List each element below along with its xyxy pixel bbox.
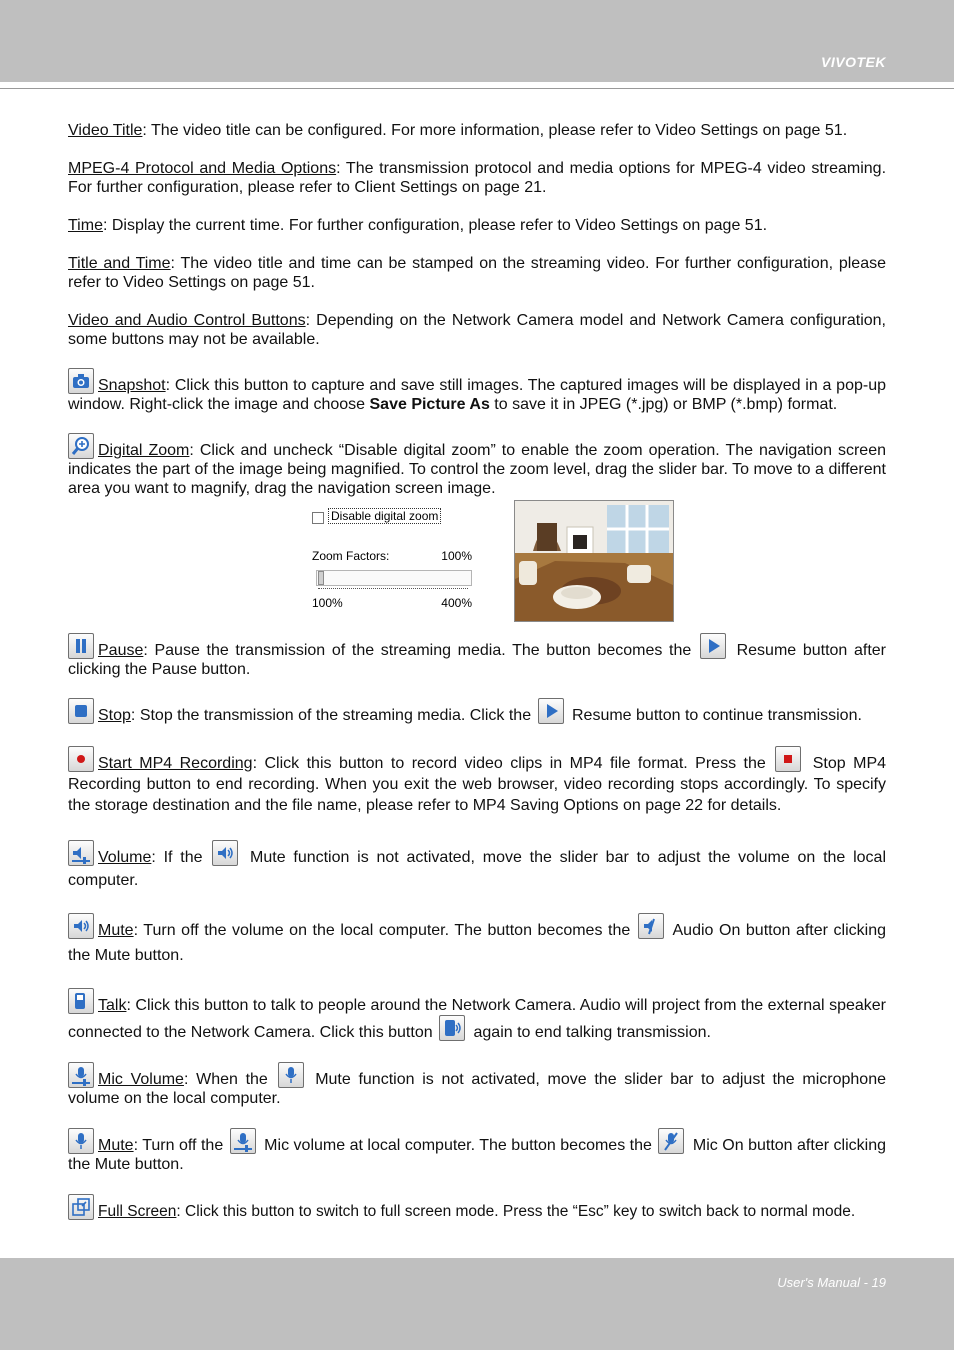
desc-talk-a: : Click this button to talk to people around the Network Camera. Audio will project from the external speaker connected to the Network Camera. Click this button [68, 997, 886, 1041]
desc-control-buttons: : Depending on the Network Camera model and Network Camera configuration, some buttons may not be available. [68, 312, 887, 348]
desc-stop-a: : Stop the transmission of the streaming media. Click the [130, 707, 536, 724]
talk-icon [68, 988, 94, 1014]
desc-digital-zoom: : Click and uncheck “Disable digital zoom” to enable the zoom operation. The navigation screen indicates the part of the image being magnified. To control the zoom level, drag the slider bar. To move to a different area you want to magnify, drag the navigation screen image. [68, 442, 886, 497]
page-header [0, 0, 954, 82]
item-mp4-recording [68, 746, 886, 816]
item-full-screen [68, 1194, 886, 1221]
desc-video-title: : The video title can be configured. For more information, please refer to Video Settings on page 51. [142, 122, 848, 139]
camera-icon [68, 368, 94, 394]
term-video-title: Video Title [68, 122, 143, 139]
item-volume [68, 840, 886, 892]
mic-slider-icon [230, 1128, 256, 1154]
term-stop: Stop [98, 707, 131, 724]
stop-icon [68, 698, 94, 724]
term-title-and-time: Title and Time [68, 255, 171, 272]
zoom-control-panel [312, 506, 482, 616]
play-icon [700, 633, 726, 659]
item-digital-zoom [68, 433, 886, 498]
desc-time: : Display the current time. For further configuration, please refer to Video Settings on page 51. [102, 217, 768, 234]
item-talk [68, 988, 886, 1042]
brand-name: VIVOTEK [821, 54, 886, 70]
term-pause: Pause [98, 642, 144, 659]
term-mpeg4-options: MPEG-4 Protocol and Media Options [68, 160, 337, 177]
desc-snapshot-b: to save it in JPEG (*.jpg) or BMP (*.bmp) format. [489, 396, 838, 413]
term-snapshot: Snapshot [98, 377, 166, 394]
page-content [68, 121, 886, 1221]
fullscreen-icon [68, 1194, 94, 1220]
zoom-slider-max: 400% [441, 596, 472, 610]
desc-volume-a: : If the [151, 849, 211, 866]
zoom-factors-value: 100% [441, 549, 472, 563]
stop-record-icon [775, 746, 801, 772]
navigation-screen-image[interactable] [514, 500, 674, 622]
desc-mp4-recording-b: Stop MP4 Recording button to end recording. When you exit the web browser, video recording stops accordingly. To specify the storage destination and the file name, please refer to MP4 Saving Options on page 22 for details. [68, 755, 887, 814]
desc-snapshot-a: : Click this button to capture and save still images. The captured images will be displayed in a pop-up window. Right-click the image and choose [68, 377, 886, 413]
page-number: User's Manual - 19 [777, 1275, 886, 1290]
desc-mic-mute-b: Mic volume at local computer. The button becomes the [259, 1137, 657, 1154]
mic-slider-icon [68, 1062, 94, 1088]
disable-zoom-label: Disable digital zoom [328, 508, 441, 524]
desc-mic-volume-a: : When the [183, 1071, 276, 1088]
zoom-factors-label: Zoom Factors: [312, 549, 390, 563]
living-room-photo [515, 501, 673, 621]
volume-slider-icon [68, 840, 94, 866]
disable-zoom-checkbox[interactable] [312, 512, 324, 524]
item-mute [68, 913, 886, 968]
desc-mpeg4-options: : The transmission protocol and media options for MPEG-4 video streaming. For further configuration, please refer to Client Settings on page 21. [68, 160, 887, 196]
desc-pause-a: : Pause the transmission of the streaming media. The button becomes the [143, 642, 698, 659]
talk-active-icon [439, 1015, 465, 1041]
speaker-muted-icon [638, 913, 664, 939]
desc-mic-mute-c: Mic On button after clicking the Mute button. [68, 1137, 886, 1173]
zoom-slider-ticks [318, 588, 468, 589]
desc-mute-b: Audio On button after clicking the Mute button. [68, 922, 886, 964]
desc-mute-a: : Turn off the volume on the local computer. The button becomes the [133, 922, 636, 939]
desc-pause-b: Resume button after clicking the Pause button. [68, 642, 886, 678]
page-footer [0, 1258, 954, 1350]
term-control-buttons: Video and Audio Control Buttons [68, 312, 306, 329]
zoom-slider[interactable] [316, 570, 472, 586]
term-mic-volume: Mic Volume [98, 1071, 184, 1088]
desc-mp4-recording-a: : Click this button to record video clips in MP4 file format. Press the [252, 755, 774, 772]
item-mic-mute [68, 1128, 886, 1174]
item-video-title [68, 121, 886, 140]
term-time: Time [68, 217, 103, 234]
microphone-icon [68, 1128, 94, 1154]
term-mute: Mute [98, 922, 134, 939]
speaker-icon [68, 913, 94, 939]
term-mp4-recording: Start MP4 Recording [98, 755, 253, 772]
desc-stop-b: Resume button to continue transmission. [567, 707, 862, 724]
term-volume: Volume [98, 849, 152, 866]
pause-icon [68, 633, 94, 659]
desc-full-screen: : Click this button to switch to full screen mode. Press the “Esc” key to switch back to normal mode. [176, 1203, 856, 1220]
zoom-slider-min: 100% [312, 596, 343, 610]
item-title-and-time [68, 254, 886, 292]
item-control-buttons [68, 311, 886, 349]
term-digital-zoom: Digital Zoom [98, 442, 190, 459]
item-pause [68, 633, 886, 679]
term-talk: Talk [98, 997, 127, 1014]
desc-mic-mute-a: : Turn off the [133, 1137, 228, 1154]
zoom-slider-thumb[interactable] [318, 571, 324, 585]
desc-title-and-time: : The video title and time can be stamped on the streaming video. For further configuration, please refer to Video Settings on page 51. [68, 255, 887, 291]
zoom-icon [68, 433, 94, 459]
speaker-icon [212, 840, 238, 866]
record-icon [68, 746, 94, 772]
desc-mic-volume-b: Mute function is not activated, move the slider bar to adjust the microphone volume on the local computer. [68, 1071, 886, 1107]
microphone-icon [278, 1062, 304, 1088]
item-snapshot [68, 368, 886, 414]
term-full-screen: Full Screen [98, 1203, 177, 1220]
desc-talk-b: again to end talking transmission. [469, 1024, 711, 1041]
digital-zoom-figure [68, 506, 886, 628]
play-icon [538, 698, 564, 724]
header-rule [0, 88, 954, 89]
save-picture-as-label: Save Picture As [369, 396, 490, 413]
desc-volume-b: Mute function is not activated, move the slider bar to adjust the volume on the local computer. [68, 849, 886, 889]
item-time [68, 216, 886, 235]
microphone-muted-icon [658, 1128, 684, 1154]
item-mpeg4-options [68, 159, 886, 197]
item-stop [68, 698, 886, 725]
item-mic-volume [68, 1062, 886, 1108]
term-mic-mute: Mute [98, 1137, 134, 1154]
